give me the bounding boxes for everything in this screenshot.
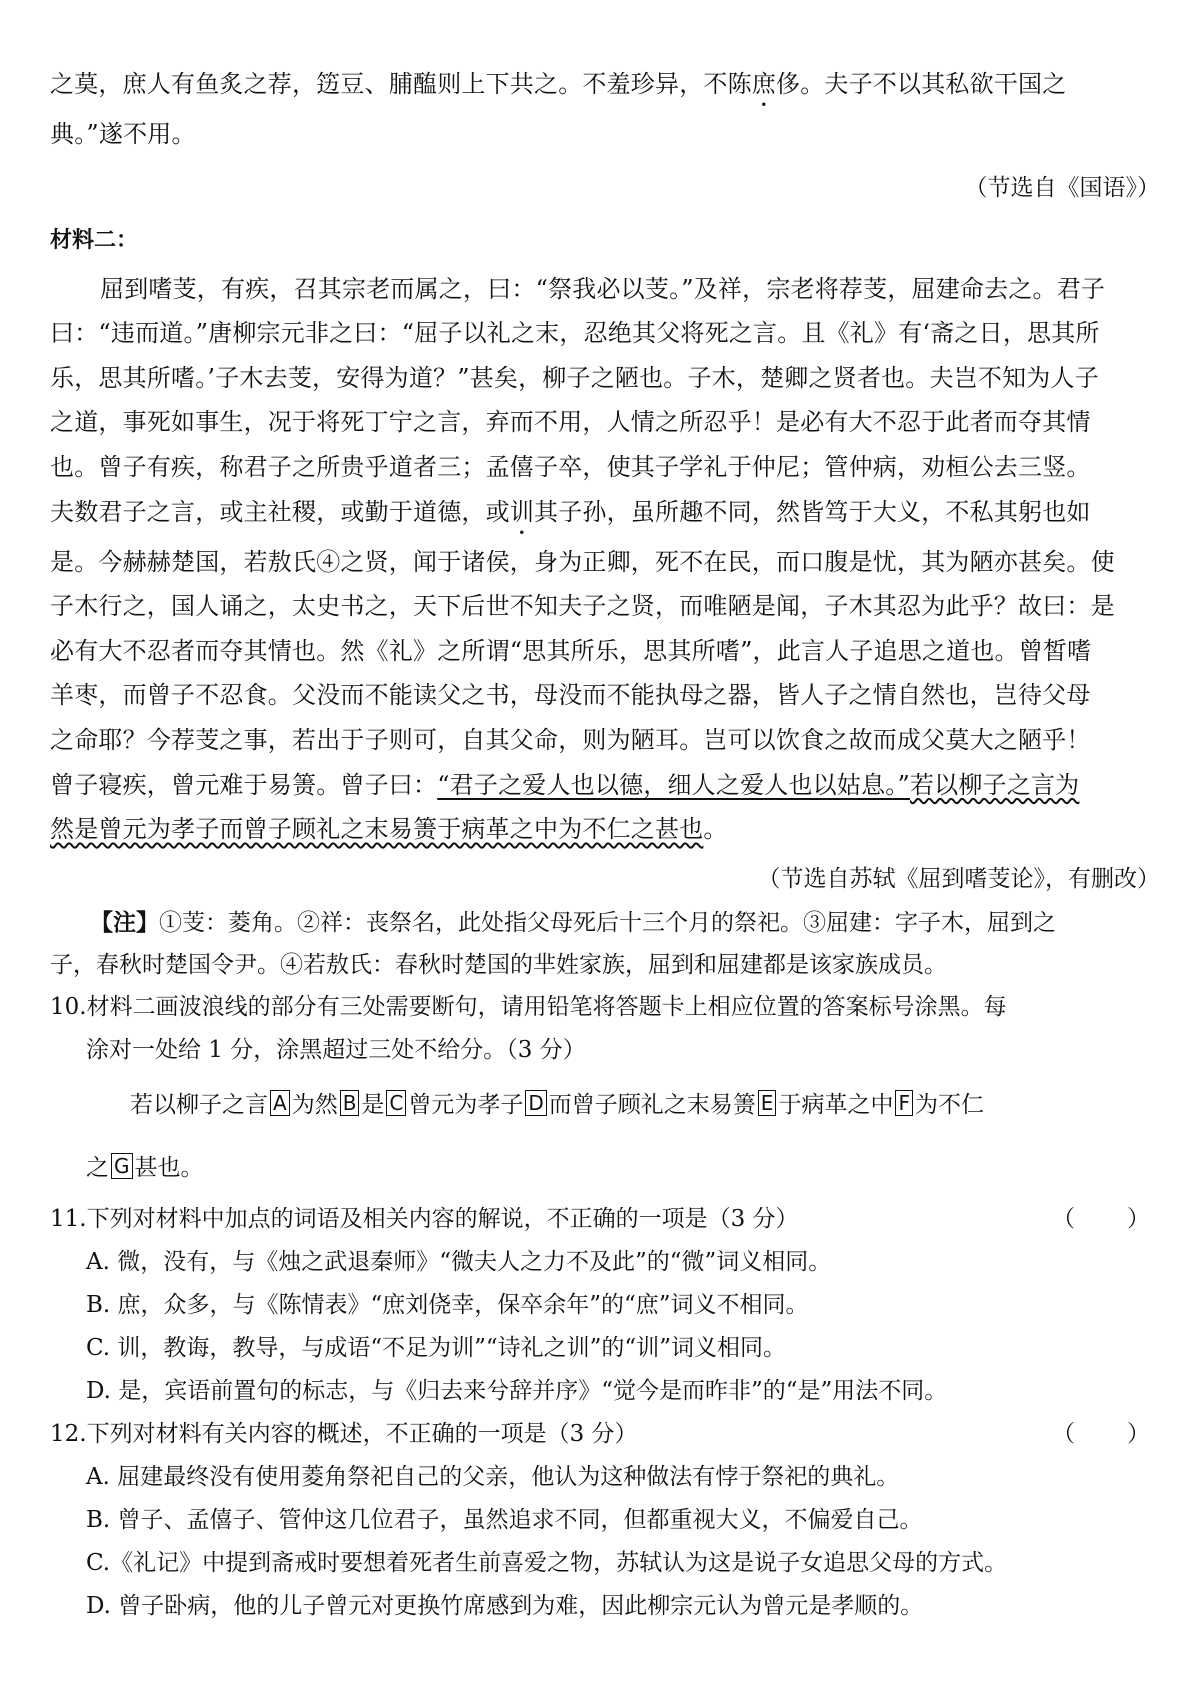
text-segment: 侈。夫子不以其私欲干国之: [776, 70, 1067, 98]
text-segment: 是: [361, 1091, 385, 1118]
option-b[interactable]: B. 曾子、孟僖子、管仲这几位君子，虽然追求不同，但都重视大义，不偏爱自己。: [86, 1506, 923, 1533]
passage-line: 之命耶？今荐芰之事，若出于子则可，自其父命，则为陋耳。岂可以饮食之故而成父莫大之陋乎！: [50, 725, 1091, 754]
wavy-underlined-text: 若以柳子之言为: [909, 770, 1080, 799]
text-segment: 而曾子顾礼之末易箦: [548, 1091, 756, 1118]
question-stem: 材料二画波浪线的部分有三处需要断句，请用铅笔将答题卡上相应位置的答案标号涂黑。每: [86, 993, 1007, 1020]
text-segment: 于病革之中: [778, 1091, 894, 1118]
passage-line: 乐，思其所嗜。’子木去芰，安得为道？”甚矣，柳子之陋也。子木，楚卿之贤者也。夫岂不知为人子: [50, 363, 1099, 392]
option-d[interactable]: D. 曾子卧病，他的儿子曾元对更换竹席感到为难，因此柳宗元认为曾元是孝顺的。: [86, 1592, 924, 1619]
passage-line: 羊枣，而曾子不忍食。父没而不能读父之书，母没而不能执母之器，皆人子之情自然也，岂待父母: [50, 681, 1091, 710]
passage-line: 是。今赫赫楚国，若敖氏④之贤，闻于诸侯，身为正卿，死不在民，而口腹是忧，其为陋亦甚矣。使: [50, 547, 1115, 576]
text-segment: 曾元为孝子: [408, 1091, 524, 1118]
text-segment: 之莫，庶人有鱼炙之荐，笾豆、脯醢则上下共之。不羞珍异，不陈: [50, 70, 752, 98]
question-number: 11.: [50, 1205, 87, 1232]
passage-line: 之道，事死如事生，况于将死丁宁之言，弃而不用，人情之所忍乎！是必有大不忍于此者而夺其情: [50, 408, 1091, 437]
text-segment: 之: [86, 1154, 109, 1181]
source-citation: （节选自苏轼《屈到嗜芰论》，有删改）: [757, 865, 1160, 892]
answer-box-a[interactable]: A: [270, 1090, 290, 1116]
question-number: 10.: [50, 993, 87, 1020]
exam-page: [50, 62, 1160, 1628]
text-segment: 为不仁: [914, 1091, 984, 1118]
answer-box-c[interactable]: C: [386, 1090, 406, 1116]
question-11: [50, 1198, 1160, 1241]
annotation-line: [50, 902, 1160, 944]
dotted-character: 训: [509, 497, 535, 526]
passage-line: [50, 807, 1160, 852]
text-segment: 为然: [291, 1091, 338, 1118]
text-segment: 若以柳子之言: [130, 1091, 268, 1118]
answer-parentheses[interactable]: （ ）: [1052, 1420, 1152, 1447]
answer-box-d[interactable]: D: [525, 1090, 546, 1116]
answer-parentheses[interactable]: （ ）: [1052, 1205, 1152, 1232]
question-10: [50, 986, 1160, 1029]
option-a[interactable]: A. 屈建最终没有使用菱角祭祀自己的父亲，他认为这种做法有悖于祭祀的典礼。: [86, 1463, 900, 1490]
option-d[interactable]: D. 是，宾语前置句的标志，与《归去来兮辞并序》“觉今是而昨非”的“是”用法不同。: [86, 1377, 948, 1404]
text-segment: 其子孙，虽所趣不同，然皆笃于大义，不私其躬也如: [534, 497, 1091, 526]
option-c[interactable]: C.《礼记》中提到斋戒时要想着死者生前喜爱之物，苏轼认为这是说子女追思父母的方式。: [86, 1549, 1008, 1576]
passage-line: 也。曾子有疾，称君子之所贵乎道者三；孟僖子卒，使其子学礼于仲尼；管仲病，劝桓公去三竖。: [50, 452, 1091, 481]
text-segment: 夫数君子之言，或主社稷，或勤于道德，或: [50, 497, 510, 526]
question-12: [50, 1413, 1160, 1456]
passage-line: 曰：“违而道。”唐柳宗元非之曰：“屈子以礼之末，忍绝其父将死之言。且《礼》有‘斋之日，思其所: [50, 319, 1100, 348]
question-number: 12.: [50, 1420, 87, 1447]
note-tag: 【注】: [90, 909, 159, 936]
sentence-break-row: [50, 1072, 1160, 1138]
question-stem: 下列对材料中加点的词语及相关内容的解说，不正确的一项是（3 分）: [86, 1205, 799, 1232]
passage-line: [50, 763, 1160, 808]
answer-box-f[interactable]: F: [895, 1090, 913, 1116]
answer-box-e[interactable]: E: [758, 1090, 777, 1116]
text-segment: 。: [703, 815, 728, 844]
underlined-quote: “君子之爱人也以德，细人之爱人也以姑息。”: [437, 770, 910, 799]
passage-line: [50, 490, 1160, 540]
option-b[interactable]: B. 庶，众多，与《陈情表》“庶刘侥幸，保卒余年”的“庶”词义不相同。: [86, 1291, 809, 1318]
passage-line: [50, 62, 1160, 112]
question-stem: 下列对材料有关内容的概述，不正确的一项是（3 分）: [86, 1420, 638, 1447]
annotation-line: 子，春秋时楚国令尹。④若敖氏：春秋时楚国的芈姓家族，屈到和屈建都是该家族成员。: [50, 951, 947, 978]
passage-line: 典。”遂不用。: [50, 120, 196, 148]
text-segment: 曾子寝疾，曾元难于易箦。曾子曰：: [50, 770, 438, 799]
question-stem-line: 涂对一处给 1 分，涂黑超过三处不给分。（3 分）: [86, 1036, 586, 1063]
source-citation: （节选自《国语》）: [964, 174, 1160, 201]
dotted-character: 庶: [751, 70, 777, 98]
option-a[interactable]: A. 微，没有，与《烛之武退秦师》“微夫人之力不及此”的“微”词义相同。: [86, 1248, 832, 1275]
text-segment: 甚也。: [134, 1154, 204, 1181]
passage-line: 必有大不忍者而夺其情也。然《礼》之所谓“思其所乐，思其所嗜”，此言人子追思之道也。曾皙嗜: [50, 636, 1092, 665]
wavy-underlined-text: 然是曾元为孝子而曾子顾礼之末易箦于病革之中为不仁之甚也: [50, 815, 704, 844]
note-text: ①芰：菱角。②祥：丧祭名，此处指父母死后十三个月的祭祀。③屈建：字子木，屈到之: [159, 909, 1056, 936]
option-c[interactable]: C. 训，教诲，教导，与成语“不足为训”“诗礼之训”的“训”词义相同。: [86, 1334, 786, 1361]
sentence-break-row: [50, 1138, 1160, 1198]
answer-box-g[interactable]: G: [111, 1153, 133, 1179]
passage-line: 屈到嗜芰，有疾，召其宗老而属之，曰：“祭我必以芰。”及祥，宗老将荐芰，屈建命去之。君子: [100, 274, 1106, 303]
section-heading: 材料二：: [50, 227, 139, 253]
answer-box-b[interactable]: B: [340, 1090, 360, 1116]
passage-line: 子木行之，国人诵之，太史书之，天下后世不知夫子之贤，而唯陋是闻，子木其忍为此乎？故曰：是: [50, 592, 1115, 621]
